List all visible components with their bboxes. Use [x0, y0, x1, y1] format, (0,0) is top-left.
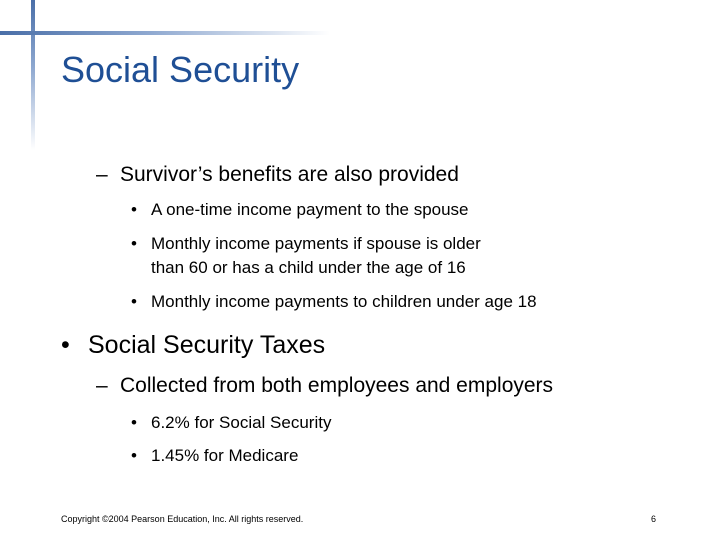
footer-copyright: Copyright ©2004 Pearson Education, Inc. All rights reserved.: [61, 514, 304, 524]
bullet-item-collected-from: [96, 373, 553, 399]
bullet-marker: •: [61, 331, 70, 359]
dash-marker: –: [96, 374, 108, 397]
bullet-item-social-security-taxes: [61, 330, 325, 360]
bullet-text: A one-time income payment to the spouse: [151, 200, 469, 219]
bullet-marker: •: [131, 200, 137, 219]
bullet-text: Monthly income payments if spouse is older: [151, 234, 481, 253]
bullet-marker: •: [131, 234, 137, 253]
bullet-text: Survivor’s benefits are also provided: [120, 163, 459, 186]
bullet-text: Collected from both employees and employers: [120, 374, 554, 397]
bullet-item-survivor-benefits: [96, 162, 459, 188]
bullet-item-monthly-spouse-continuation: than 60 or has a child under the age of 16: [151, 258, 466, 277]
bullet-text: Social Security Taxes: [88, 331, 326, 359]
slide-title: Social Security: [61, 49, 300, 90]
page-number: 6: [651, 514, 657, 524]
bullet-text: 1.45% for Medicare: [151, 446, 299, 465]
bullet-item-monthly-spouse: [131, 232, 481, 256]
bullet-item-monthly-children: [131, 290, 537, 314]
bullet-text: 6.2% for Social Security: [151, 413, 332, 432]
bullet-marker: •: [131, 446, 137, 465]
bullet-marker: •: [131, 292, 137, 311]
bullet-item-medicare-rate: [131, 444, 298, 468]
dash-marker: –: [96, 163, 108, 186]
bullet-text: Monthly income payments to children under age 18: [151, 292, 537, 311]
decorative-horizontal-line: [0, 31, 330, 35]
decorative-vertical-line: [31, 0, 35, 150]
bullet-item-one-time-payment: [131, 198, 469, 222]
bullet-marker: •: [131, 413, 137, 432]
bullet-item-social-security-rate: [131, 411, 331, 435]
